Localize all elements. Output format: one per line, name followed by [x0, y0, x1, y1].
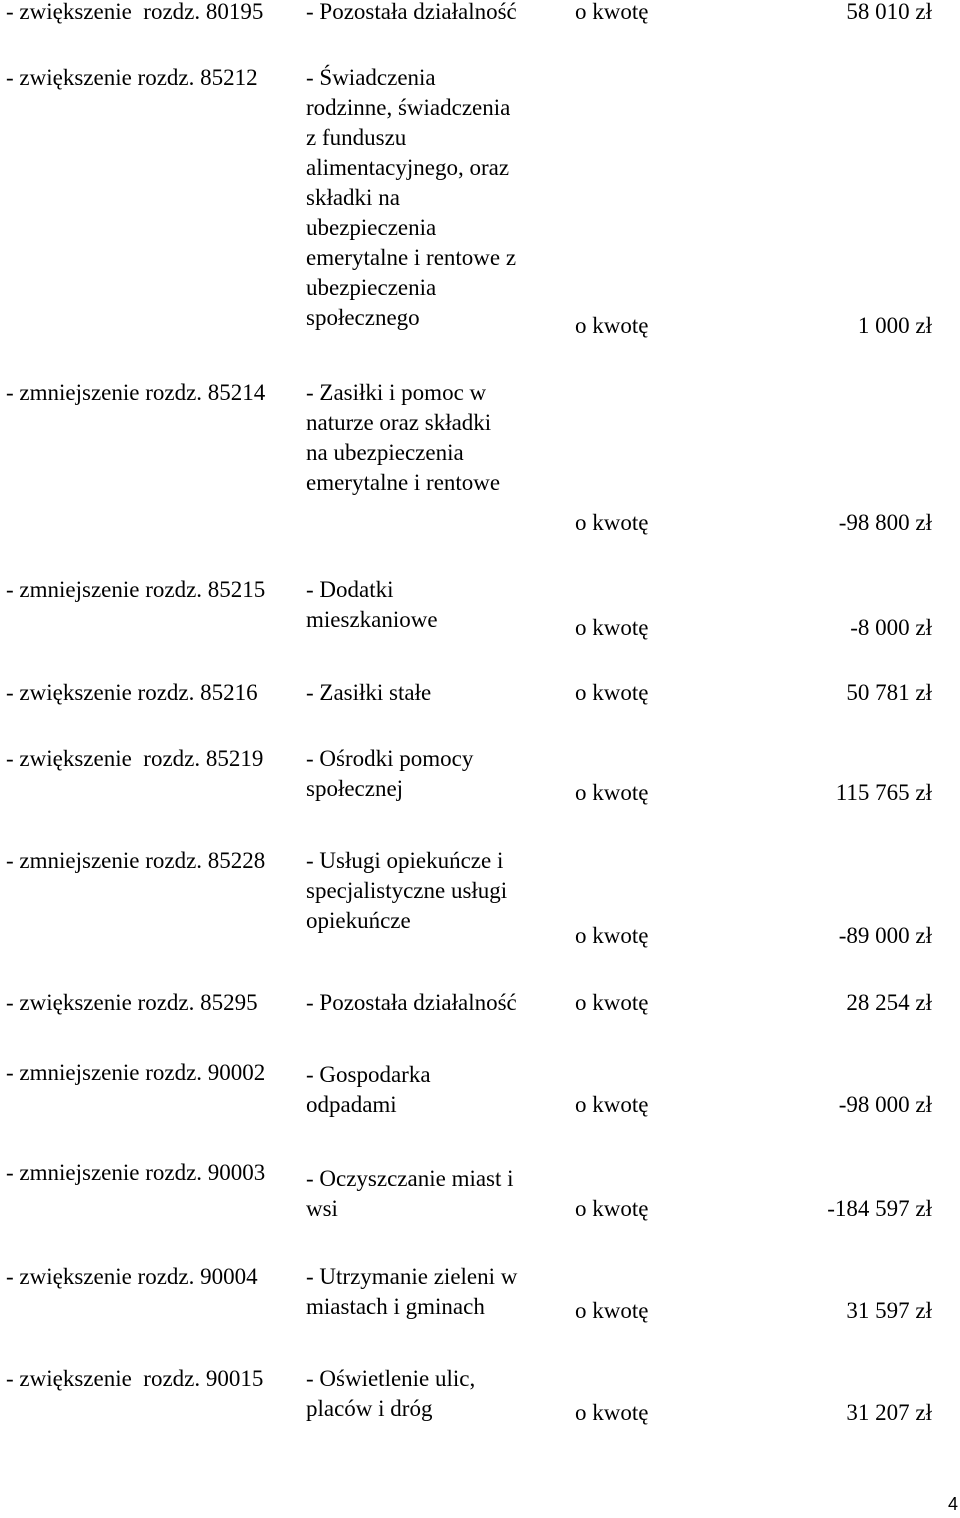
amount-prefix: o kwotę [575, 680, 649, 705]
change-label: - zwiększenie rozdz. 90004 [6, 1264, 258, 1289]
chapter-description: - Gospodarka odpadami [306, 1062, 431, 1117]
change-label: - zwiększenie rozdz. 80195 [6, 0, 264, 24]
amount-prefix: o kwotę [575, 1400, 649, 1425]
chapter-description: - Usługi opiekuńcze i specjalistyczne usługi opiekuńcze [306, 848, 508, 933]
amount-value: -89 000 zł [838, 923, 932, 948]
amount-value: 1 000 zł [857, 313, 932, 338]
change-label: - zmniejszenie rozdz. 90002 [6, 1060, 266, 1085]
change-label: - zwiększenie rozdz. 85212 [6, 65, 258, 90]
chapter-description: - Ośrodki pomocy społecznej [306, 746, 474, 801]
amount-value: 58 010 zł [846, 0, 932, 24]
change-label: - zwiększenie rozdz. 85216 [6, 680, 258, 705]
chapter-description: - Świadczenia rodzinne, świadczenia z funduszu alimentacyjnego, oraz składki na ubezpieczenia emerytalne i rentowe z ubezpieczenia społecznego [306, 65, 517, 330]
amount-prefix: o kwotę [575, 780, 649, 805]
chapter-description: - Dodatki mieszkaniowe [306, 577, 438, 632]
amount-prefix: o kwotę [575, 1298, 649, 1323]
chapter-description: - Utrzymanie zieleni w miastach i gminach [306, 1264, 518, 1319]
chapter-description: - Zasiłki i pomoc w naturze oraz składki na ubezpieczenia emerytalne i rentowe [306, 380, 501, 495]
change-label: - zmniejszenie rozdz. 90003 [6, 1160, 266, 1185]
chapter-description: - Oczyszczanie miast i wsi [306, 1166, 514, 1221]
amount-value: -184 597 zł [827, 1196, 932, 1221]
amount-value: -8 000 zł [850, 615, 932, 640]
amount-prefix: o kwotę [575, 1196, 649, 1221]
amount-prefix: o kwotę [575, 0, 649, 24]
change-label: - zmniejszenie rozdz. 85228 [6, 848, 266, 873]
amount-prefix: o kwotę [575, 313, 649, 338]
amount-prefix: o kwotę [575, 923, 649, 948]
amount-value: 31 207 zł [846, 1400, 932, 1425]
chapter-description: - Pozostała działalność [306, 990, 517, 1015]
change-label: - zwiększenie rozdz. 85219 [6, 746, 264, 771]
amount-value: 50 781 zł [846, 680, 932, 705]
amount-prefix: o kwotę [575, 1092, 649, 1117]
amount-value: 115 765 zł [835, 780, 932, 805]
amount-prefix: o kwotę [575, 990, 649, 1015]
amount-prefix: o kwotę [575, 615, 649, 640]
chapter-description: - Zasiłki stałe [306, 680, 432, 705]
change-label: - zwiększenie rozdz. 85295 [6, 990, 258, 1015]
change-label: - zwiększenie rozdz. 90015 [6, 1366, 264, 1391]
amount-value: 31 597 zł [846, 1298, 932, 1323]
amount-value: -98 000 zł [838, 1092, 932, 1117]
chapter-description: - Pozostała działalność [306, 0, 517, 24]
chapter-description: - Oświetlenie ulic, placów i dróg [306, 1366, 476, 1421]
amount-value: -98 800 zł [838, 510, 932, 535]
change-label: - zmniejszenie rozdz. 85215 [6, 577, 266, 602]
change-label: - zmniejszenie rozdz. 85214 [6, 380, 266, 405]
page-number: 4 [947, 1494, 958, 1514]
amount-value: 28 254 zł [846, 990, 932, 1015]
amount-prefix: o kwotę [575, 510, 649, 535]
